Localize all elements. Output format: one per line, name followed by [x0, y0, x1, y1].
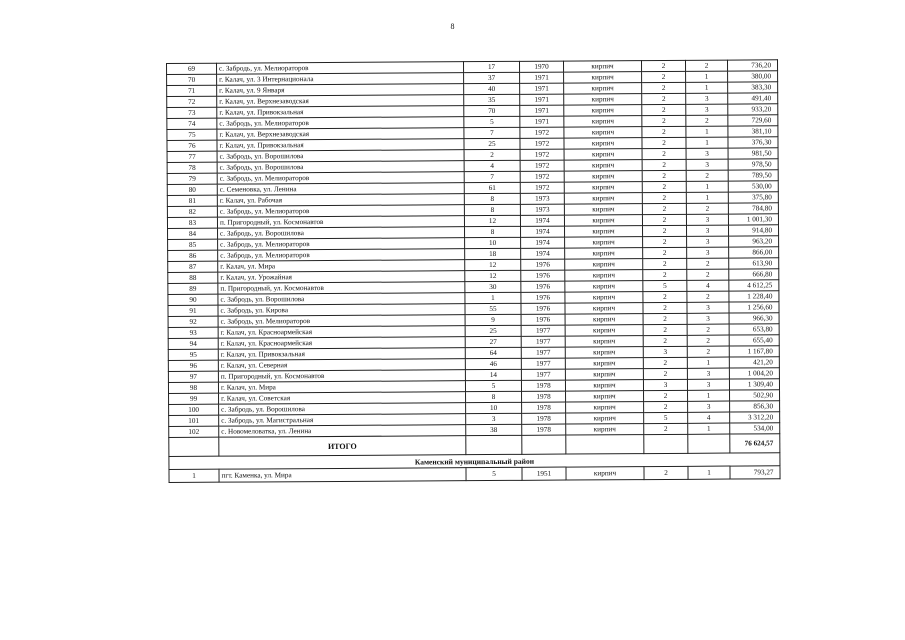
- row-entrances: 4: [687, 280, 729, 291]
- row-address: пгт. Каменка, ул. Мира: [219, 468, 466, 483]
- row-value: 963,20: [729, 236, 779, 247]
- row-material: кирпич: [566, 402, 644, 413]
- row-floors: 2: [642, 82, 686, 93]
- row-year: 1974: [521, 226, 565, 237]
- row-value: 784,80: [728, 203, 778, 214]
- row-address: г. Калач, ул. Верхнезаводская: [217, 128, 464, 141]
- row-floors: 2: [644, 423, 688, 434]
- row-year: 1972: [520, 182, 564, 193]
- row-number: 86: [168, 250, 218, 261]
- total-value: 76 624,57: [730, 434, 780, 453]
- row-floors: 2: [644, 390, 688, 401]
- row-area: 9: [465, 314, 521, 325]
- row-entrances: 2: [687, 346, 729, 357]
- row-floors: 2: [643, 302, 687, 313]
- row-address: г. Калач, ул. Рабочая: [217, 194, 464, 207]
- row-floors: 2: [642, 181, 686, 192]
- row-area: 30: [465, 281, 521, 292]
- row-number: 90: [168, 294, 218, 305]
- row-floors: 2: [644, 466, 688, 479]
- row-floors: 2: [642, 104, 686, 115]
- row-address: п. Пригородный, ул. Космонавтов: [217, 216, 464, 229]
- row-floors: 2: [642, 170, 686, 181]
- row-year: 1978: [522, 424, 566, 435]
- row-entrances: 3: [687, 379, 729, 390]
- row-area: 17: [463, 61, 519, 72]
- row-value: 421,20: [729, 357, 779, 368]
- row-material: кирпич: [565, 336, 643, 347]
- row-area: 5: [464, 116, 520, 127]
- row-material: кирпич: [564, 160, 642, 171]
- row-entrances: 1: [688, 423, 730, 434]
- row-material: кирпич: [564, 193, 642, 204]
- row-area: 7: [464, 127, 520, 138]
- row-entrances: 3: [686, 93, 728, 104]
- page-number: 8: [450, 22, 455, 31]
- row-address: п. Пригородный, ул. Космонавтов: [218, 370, 465, 383]
- row-number: 71: [167, 85, 217, 96]
- row-material: кирпич: [565, 314, 643, 325]
- row-value: 530,00: [728, 181, 778, 192]
- row-material: кирпич: [565, 237, 643, 248]
- row-number: 91: [168, 305, 218, 316]
- row-entrances: 1: [686, 126, 728, 137]
- row-year: 1972: [520, 149, 564, 160]
- row-value: 375,80: [728, 192, 778, 203]
- row-number: 95: [168, 349, 218, 360]
- row-year: 1972: [520, 171, 564, 182]
- row-year: 1977: [521, 369, 565, 380]
- total-empty-cell: [522, 435, 566, 454]
- row-value: 1 167,80: [729, 346, 779, 357]
- row-area: 35: [464, 94, 520, 105]
- row-value: 856,30: [730, 401, 780, 412]
- row-entrances: 2: [687, 258, 729, 269]
- row-number: 85: [168, 239, 218, 250]
- row-area: 10: [465, 237, 521, 248]
- row-entrances: 2: [687, 324, 729, 335]
- row-material: кирпич: [566, 413, 644, 424]
- row-floors: 2: [642, 192, 686, 203]
- row-entrances: 2: [687, 269, 729, 280]
- row-address: с. Забродь, ул. Мелиораторов: [217, 205, 464, 218]
- row-number: 102: [169, 426, 219, 437]
- row-entrances: 3: [686, 214, 728, 225]
- district-heading: Каменский муниципальный район: [169, 453, 780, 470]
- row-address: г. Калач, ул. Красноармейская: [218, 326, 465, 339]
- row-year: 1971: [520, 116, 564, 127]
- row-entrances: 3: [688, 401, 730, 412]
- row-number: 84: [168, 228, 218, 239]
- row-area: 18: [465, 248, 521, 259]
- row-material: кирпич: [565, 380, 643, 391]
- row-entrances: 4: [688, 412, 730, 423]
- row-material: кирпич: [565, 281, 643, 292]
- housing-table: [166, 59, 781, 483]
- row-number: 82: [167, 206, 217, 217]
- row-material: кирпич: [563, 61, 641, 72]
- row-value: 380,00: [728, 71, 778, 82]
- row-address: с. Забродь, ул. Мелиораторов: [218, 315, 465, 328]
- row-floors: 2: [643, 357, 687, 368]
- row-area: 4: [464, 160, 520, 171]
- row-year: 1976: [521, 259, 565, 270]
- row-area: 37: [464, 72, 520, 83]
- row-area: 8: [464, 193, 520, 204]
- row-address: с. Новомеловатка, ул. Ленина: [219, 425, 466, 438]
- row-area: 8: [465, 226, 521, 237]
- row-address: с. Забродь, ул. Мелиораторов: [217, 172, 464, 185]
- row-area: 14: [465, 369, 521, 380]
- row-number: 83: [167, 217, 217, 228]
- row-floors: 2: [643, 225, 687, 236]
- row-year: 1974: [521, 248, 565, 259]
- row-floors: 2: [643, 335, 687, 346]
- row-material: кирпич: [565, 325, 643, 336]
- row-floors: 2: [642, 148, 686, 159]
- row-entrances: 3: [687, 247, 729, 258]
- row-value: 381,10: [728, 126, 778, 137]
- row-entrances: 3: [687, 368, 729, 379]
- row-address: с. Забродь, ул. Ворошилова: [218, 293, 465, 306]
- row-floors: 5: [644, 412, 688, 423]
- row-material: кирпич: [565, 226, 643, 237]
- row-material: кирпич: [565, 347, 643, 358]
- row-entrances: 3: [687, 236, 729, 247]
- row-address: г. Калач, ул. Верхнезаводская: [217, 95, 464, 108]
- row-value: 933,20: [728, 104, 778, 115]
- row-area: 5: [465, 380, 521, 391]
- row-area: 61: [464, 182, 520, 193]
- row-number: 94: [168, 338, 218, 349]
- row-year: 1951: [522, 467, 566, 480]
- row-number: 98: [168, 382, 218, 393]
- row-entrances: 2: [686, 170, 728, 181]
- row-year: 1978: [521, 380, 565, 391]
- table-row: [169, 466, 780, 483]
- row-material: кирпич: [564, 94, 642, 105]
- total-empty-cell: [169, 437, 219, 456]
- row-address: г. Калач, ул. Мира: [218, 381, 465, 394]
- row-year: 1976: [521, 281, 565, 292]
- row-address: г. Калач, ул. Северная: [218, 359, 465, 372]
- row-entrances: 3: [687, 313, 729, 324]
- row-number: 80: [167, 184, 217, 195]
- row-address: с. Забродь, ул. Ворошилова: [218, 227, 465, 240]
- row-entrances: 2: [687, 291, 729, 302]
- row-material: кирпич: [564, 83, 642, 94]
- row-floors: 3: [643, 346, 687, 357]
- row-number: 72: [167, 96, 217, 107]
- row-floors: 2: [642, 115, 686, 126]
- row-address: г. Калач, ул. Привокзальная: [217, 139, 464, 152]
- row-number: 92: [168, 316, 218, 327]
- row-area: 8: [464, 204, 520, 215]
- row-year: 1976: [521, 314, 565, 325]
- row-number: 99: [169, 393, 219, 404]
- row-address: г. Калач, ул. Привокзальная: [218, 348, 465, 361]
- row-value: 736,20: [727, 60, 777, 71]
- row-value: 502,90: [730, 390, 780, 401]
- row-number: 79: [167, 173, 217, 184]
- row-material: кирпич: [564, 215, 642, 226]
- row-material: кирпич: [565, 303, 643, 314]
- row-address: п. Пригородный, ул. Космонавтов: [218, 282, 465, 295]
- row-entrances: 2: [686, 115, 728, 126]
- row-material: кирпич: [564, 149, 642, 160]
- row-address: г. Калач, ул. Советская: [219, 392, 466, 405]
- row-floors: 2: [643, 324, 687, 335]
- row-material: кирпич: [564, 182, 642, 193]
- row-material: кирпич: [564, 171, 642, 182]
- row-value: 1 228,40: [729, 291, 779, 302]
- row-value: 491,40: [728, 93, 778, 104]
- row-year: 1978: [522, 402, 566, 413]
- row-area: 12: [464, 215, 520, 226]
- row-area: 10: [466, 402, 522, 413]
- row-value: 789,50: [728, 170, 778, 181]
- row-year: 1971: [520, 105, 564, 116]
- row-year: 1978: [522, 413, 566, 424]
- row-entrances: 2: [686, 203, 728, 214]
- row-address: г. Калач, ул. Привокзальная: [217, 106, 464, 119]
- row-address: с. Забродь, ул. Мелиораторов: [217, 117, 464, 130]
- row-year: 1976: [521, 292, 565, 303]
- row-address: г. Калач, ул. Красноармейская: [218, 337, 465, 350]
- row-year: 1977: [521, 325, 565, 336]
- row-number: 69: [167, 63, 217, 74]
- row-year: 1972: [520, 160, 564, 171]
- row-material: кирпич: [566, 391, 644, 402]
- total-label: ИТОГО: [219, 436, 466, 457]
- row-area: 55: [465, 303, 521, 314]
- row-area: 12: [465, 270, 521, 281]
- row-number: 78: [167, 162, 217, 173]
- row-material: кирпич: [565, 292, 643, 303]
- row-area: 70: [464, 105, 520, 116]
- row-number: 96: [168, 360, 218, 371]
- row-number: 81: [167, 195, 217, 206]
- row-address: с. Забродь, ул. Мелиораторов: [218, 249, 465, 262]
- row-year: 1971: [520, 83, 564, 94]
- row-area: 1: [465, 292, 521, 303]
- row-address: с. Забродь, ул. Мелиораторов: [217, 62, 464, 75]
- row-value: 981,50: [728, 148, 778, 159]
- row-floors: 2: [643, 236, 687, 247]
- row-value: 1 256,60: [729, 302, 779, 313]
- row-address: с. Забродь, ул. Ворошилова: [217, 150, 464, 163]
- row-entrances: 1: [686, 82, 728, 93]
- row-address: с. Забродь, ул. Магистральная: [219, 414, 466, 427]
- row-value: 793,27: [730, 466, 780, 479]
- row-number: 97: [168, 371, 218, 382]
- row-area: 7: [464, 171, 520, 182]
- row-floors: 5: [643, 280, 687, 291]
- row-value: 655,40: [729, 335, 779, 346]
- row-area: 3: [466, 413, 522, 424]
- row-year: 1974: [521, 237, 565, 248]
- row-number: 74: [167, 118, 217, 129]
- row-number: 93: [168, 327, 218, 338]
- row-year: 1977: [521, 347, 565, 358]
- row-material: кирпич: [564, 127, 642, 138]
- row-year: 1971: [520, 94, 564, 105]
- row-number: 1: [169, 469, 219, 482]
- row-number: 70: [167, 74, 217, 85]
- row-year: 1973: [520, 193, 564, 204]
- total-empty-cell: [466, 435, 522, 454]
- total-empty-cell: [688, 434, 730, 453]
- row-year: 1972: [520, 127, 564, 138]
- row-material: кирпич: [564, 72, 642, 83]
- row-material: кирпич: [565, 248, 643, 259]
- row-entrances: 3: [687, 225, 729, 236]
- row-area: 25: [464, 138, 520, 149]
- row-number: 73: [167, 107, 217, 118]
- row-floors: 2: [643, 247, 687, 258]
- row-entrances: 2: [685, 60, 727, 71]
- row-entrances: 1: [688, 466, 730, 479]
- row-area: 46: [465, 358, 521, 369]
- row-area: 2: [464, 149, 520, 160]
- row-entrances: 1: [686, 137, 728, 148]
- row-number: 101: [169, 415, 219, 426]
- row-material: кирпич: [565, 369, 643, 380]
- row-value: 1 309,40: [729, 379, 779, 390]
- row-value: 653,80: [729, 324, 779, 335]
- row-year: 1977: [521, 336, 565, 347]
- row-address: г. Калач, ул. Мира: [218, 260, 465, 273]
- row-year: 1970: [519, 61, 563, 72]
- row-address: г. Калач, ул. 3 Интернационала: [217, 73, 464, 86]
- row-address: с. Забродь, ул. Кирова: [218, 304, 465, 317]
- row-address: с. Забродь, ул. Мелиораторов: [218, 238, 465, 251]
- row-value: 3 312,20: [730, 412, 780, 423]
- row-value: 1 001,30: [728, 214, 778, 225]
- row-floors: 2: [642, 93, 686, 104]
- row-floors: 2: [642, 137, 686, 148]
- row-value: 613,90: [729, 258, 779, 269]
- row-address: г. Калач, ул. 9 Января: [217, 84, 464, 97]
- row-area: 25: [465, 325, 521, 336]
- row-number: 87: [168, 261, 218, 272]
- row-area: 12: [465, 259, 521, 270]
- row-number: 100: [169, 404, 219, 415]
- row-area: 38: [466, 424, 522, 435]
- row-floors: 2: [642, 159, 686, 170]
- row-entrances: 2: [687, 335, 729, 346]
- row-value: 729,60: [728, 115, 778, 126]
- row-material: кирпич: [565, 270, 643, 281]
- row-entrances: 3: [687, 302, 729, 313]
- row-area: 8: [466, 391, 522, 402]
- row-address: с. Забродь, ул. Ворошилова: [217, 161, 464, 174]
- row-year: 1976: [521, 270, 565, 281]
- row-area: 40: [464, 83, 520, 94]
- row-value: 666,80: [729, 269, 779, 280]
- row-material: кирпич: [564, 116, 642, 127]
- row-value: 383,30: [728, 82, 778, 93]
- row-floors: 2: [643, 313, 687, 324]
- row-number: 76: [167, 140, 217, 151]
- row-value: 1 004,20: [729, 368, 779, 379]
- row-area: 64: [465, 347, 521, 358]
- row-address: г. Калач, ул. Урожайная: [218, 271, 465, 284]
- row-value: 978,50: [728, 159, 778, 170]
- row-entrances: 3: [686, 159, 728, 170]
- row-year: 1978: [522, 391, 566, 402]
- row-entrances: 1: [688, 390, 730, 401]
- row-address: с. Забродь, ул. Ворошилова: [219, 403, 466, 416]
- row-address: с. Семеновка, ул. Ленина: [217, 183, 464, 196]
- row-area: 5: [466, 467, 522, 480]
- row-entrances: 1: [686, 71, 728, 82]
- row-floors: 2: [642, 214, 686, 225]
- row-number: 75: [167, 129, 217, 140]
- row-value: 376,30: [728, 137, 778, 148]
- row-material: кирпич: [566, 467, 644, 480]
- row-floors: 2: [642, 203, 686, 214]
- row-value: 866,00: [729, 247, 779, 258]
- row-number: 89: [168, 283, 218, 294]
- row-floors: 2: [643, 258, 687, 269]
- row-floors: 2: [642, 71, 686, 82]
- row-number: 77: [167, 151, 217, 162]
- row-entrances: 1: [687, 357, 729, 368]
- total-empty-cell: [566, 435, 644, 454]
- row-year: 1973: [520, 204, 564, 215]
- row-material: кирпич: [564, 204, 642, 215]
- row-floors: 3: [643, 379, 687, 390]
- row-floors: 2: [642, 126, 686, 137]
- row-year: 1976: [521, 303, 565, 314]
- row-material: кирпич: [566, 424, 644, 435]
- row-floors: 2: [643, 291, 687, 302]
- row-floors: 2: [641, 60, 685, 71]
- row-material: кирпич: [565, 358, 643, 369]
- row-year: 1974: [520, 215, 564, 226]
- row-floors: 2: [643, 269, 687, 280]
- row-entrances: 3: [686, 148, 728, 159]
- row-year: 1977: [521, 358, 565, 369]
- row-floors: 2: [643, 368, 687, 379]
- row-area: 27: [465, 336, 521, 347]
- row-value: 534,00: [730, 423, 780, 434]
- row-material: кирпич: [565, 259, 643, 270]
- row-entrances: 3: [686, 104, 728, 115]
- row-year: 1971: [520, 72, 564, 83]
- total-empty-cell: [644, 434, 688, 453]
- row-value: 966,30: [729, 313, 779, 324]
- row-value: 914,80: [729, 225, 779, 236]
- row-entrances: 1: [686, 181, 728, 192]
- row-value: 4 612,25: [729, 280, 779, 291]
- row-floors: 2: [644, 401, 688, 412]
- table-body: [167, 60, 781, 483]
- row-year: 1972: [520, 138, 564, 149]
- row-entrances: 1: [686, 192, 728, 203]
- row-material: кирпич: [564, 138, 642, 149]
- row-number: 88: [168, 272, 218, 283]
- row-material: кирпич: [564, 105, 642, 116]
